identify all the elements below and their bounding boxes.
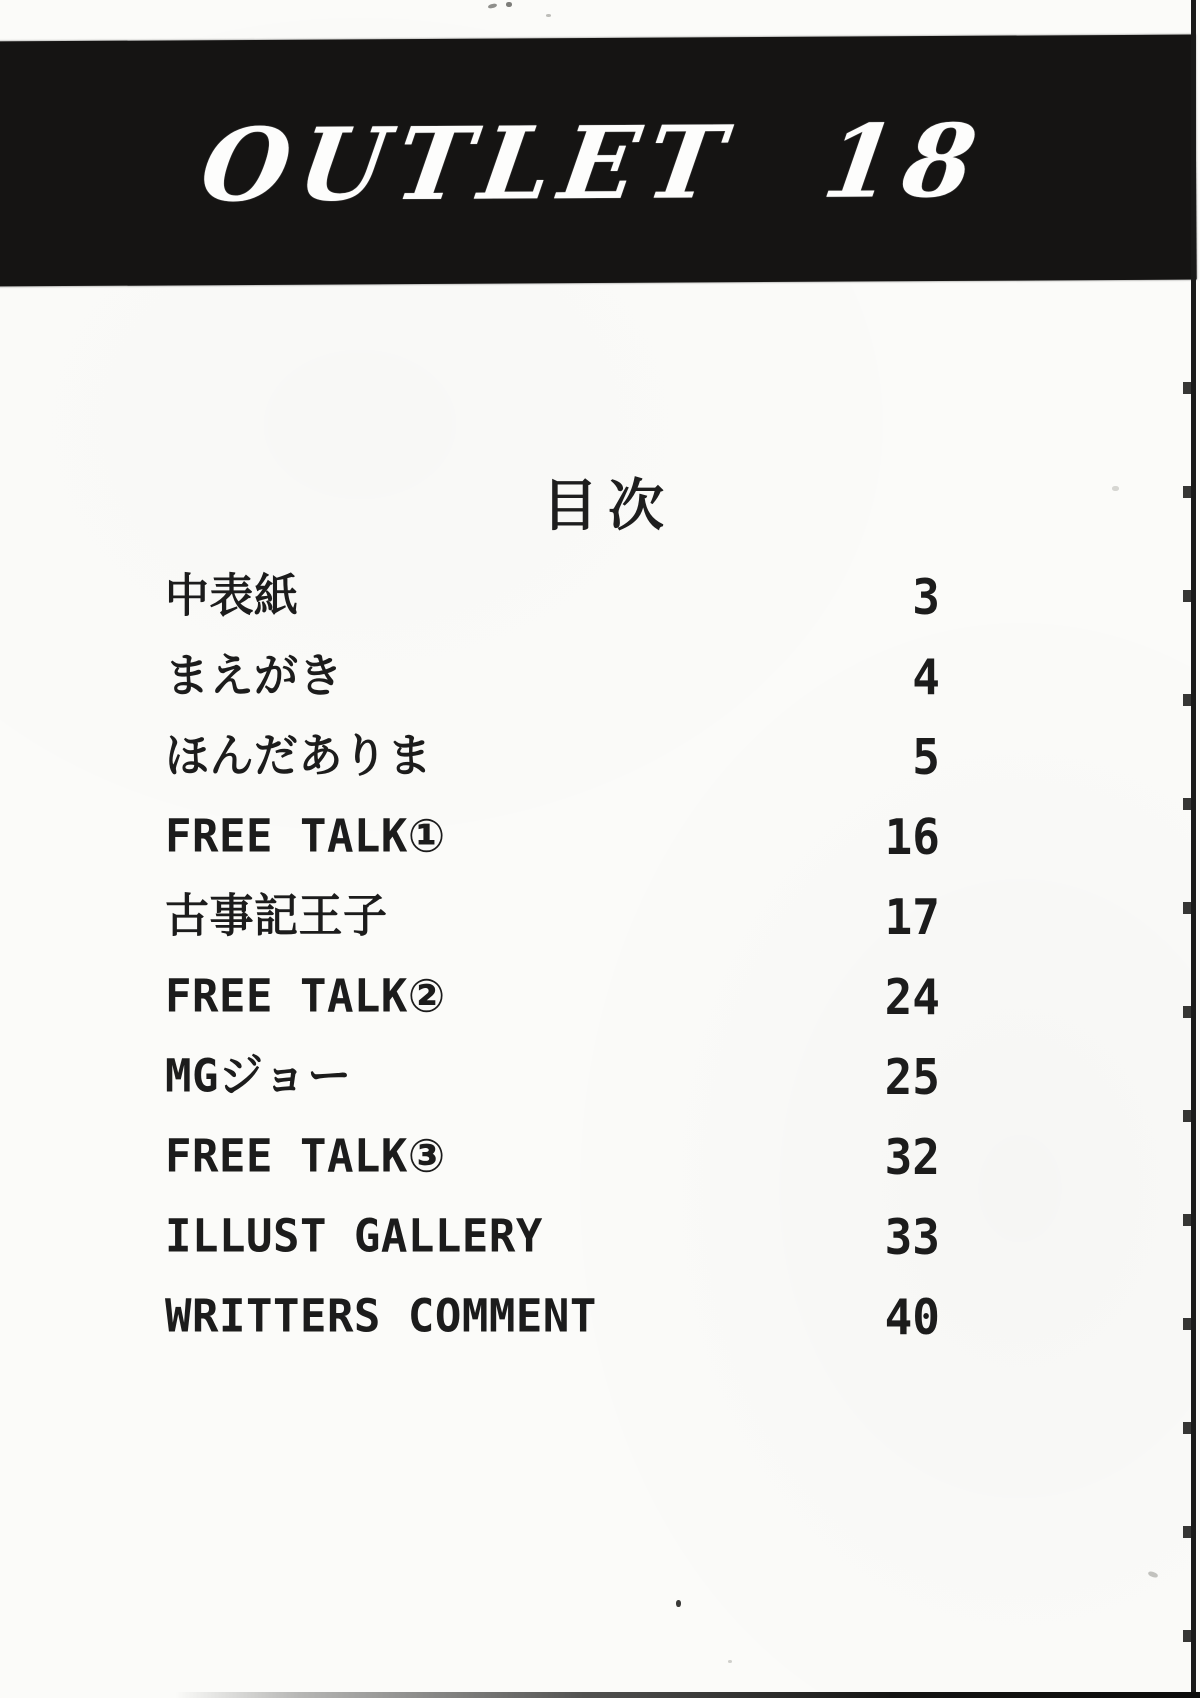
toc-row [165, 1037, 940, 1117]
toc-row [165, 557, 940, 637]
toc-entry-page: 16 [884, 808, 940, 866]
toc-entry-page: 33 [884, 1208, 940, 1266]
scan-speck [676, 1600, 681, 1607]
toc-entry-title: ほんだありま [165, 729, 432, 783]
toc-entry-page: 25 [884, 1048, 940, 1106]
scan-speck [1147, 1570, 1158, 1578]
toc-entry-title: 中表紙 [165, 569, 299, 623]
scan-edge-line [1191, 0, 1196, 1698]
toc-row [165, 1197, 940, 1277]
scan-speck [506, 2, 512, 7]
toc-row [165, 1117, 940, 1197]
toc-row [165, 1277, 940, 1357]
scan-speck [546, 14, 551, 17]
toc-entry-title: FREE TALK② [165, 969, 446, 1023]
toc-entry-page: 17 [884, 888, 940, 946]
toc-row [165, 957, 940, 1037]
toc-entry-page: 40 [884, 1288, 940, 1346]
scan-speck [728, 1660, 732, 1663]
scan-speck [1112, 486, 1119, 491]
toc-row [165, 797, 940, 877]
toc-list [165, 557, 940, 1357]
toc-entry-title: WRITTERS COMMENT [165, 1289, 597, 1343]
book-title: OUTLET 18 [193, 101, 994, 224]
toc-entry-page: 5 [912, 728, 940, 786]
toc-entry-page: 3 [912, 568, 940, 626]
toc-entry-title: FREE TALK③ [165, 1129, 446, 1183]
toc-entry-title: まえがき [165, 649, 343, 703]
toc-entry-title: 古事記王子 [165, 889, 388, 943]
toc-entry-title: FREE TALK① [165, 809, 446, 863]
scan-bottom-edge [175, 1692, 1200, 1698]
toc-entry-page: 4 [912, 648, 940, 706]
toc-entry-page: 24 [884, 968, 940, 1026]
toc-entry-title: MGジョー [165, 1049, 352, 1103]
title-banner [0, 35, 1197, 287]
toc-entry-title: ILLUST GALLERY [165, 1209, 543, 1263]
toc-row [165, 637, 940, 717]
toc-entry-page: 32 [884, 1128, 940, 1186]
toc-heading: 目次 [542, 474, 674, 539]
toc-row [165, 717, 940, 797]
toc-row [165, 877, 940, 957]
scan-speck [488, 3, 498, 9]
